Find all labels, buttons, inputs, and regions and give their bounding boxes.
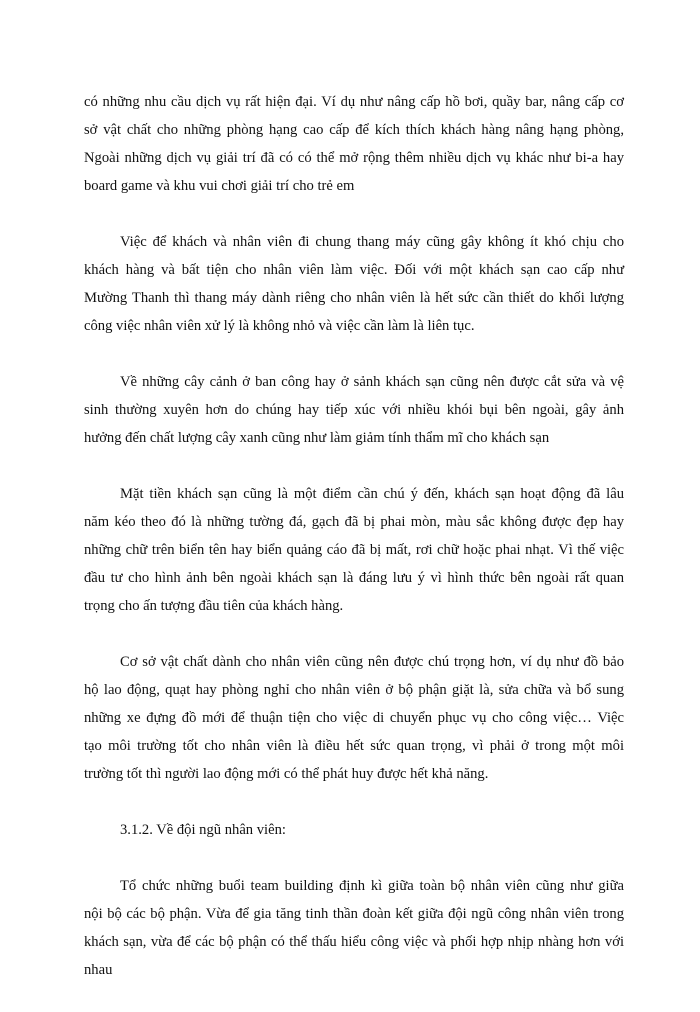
text-line: Việc để khách và nhân viên đi chung thang máy cũng gây không ít khó chịu cho (120, 234, 624, 250)
paragraph-plants (84, 368, 624, 452)
text-line: Ngoài những dịch vụ giải trí đã có có thể mở rộng thêm nhiều dịch vụ khác như bi-a hay (84, 150, 624, 166)
text-line: sở vật chất cho những phòng hạng cao cấp để kích thích khách hàng nâng hạng phòng, (84, 122, 624, 138)
text-line: công việc nhân viên xử lý là không nhỏ và việc cần làm là liên tục. (84, 318, 475, 334)
text-line: Tổ chức những buổi team building định kì giữa toàn bộ nhân viên cũng như giữa (120, 878, 624, 894)
text-line: đầu tư cho hình ảnh bên ngoài khách sạn là đáng lưu ý vì hình thức bên ngoài rất quan (84, 570, 624, 586)
text-line: nhau (84, 962, 113, 978)
text-line: có những nhu cầu dịch vụ rất hiện đại. Ví dụ như nâng cấp hồ bơi, quầy bar, nâng cấp cơ (84, 94, 624, 110)
paragraph-services (84, 88, 624, 200)
text-line: Về những cây cảnh ở ban công hay ở sảnh khách sạn cũng nên được cắt sửa và vệ (120, 374, 624, 390)
text-line: nội bộ các bộ phận. Vừa để gia tăng tinh thần đoàn kết giữa đội ngũ công nhân viên trong (84, 906, 624, 922)
document-body (84, 88, 624, 1012)
paragraph-facade (84, 480, 624, 620)
paragraph-elevator (84, 228, 624, 340)
text-line: trọng cho ấn tượng đầu tiên của khách hàng. (84, 598, 344, 614)
paragraph-team-building (84, 872, 624, 984)
text-line: trường tốt thì người lao động mới có thể phát huy được hết khả năng. (84, 766, 489, 782)
text-line: hộ lao động, quạt hay phòng nghỉ cho nhân viên ở bộ phận giặt là, sửa chữa và bổ sung (84, 682, 624, 698)
text-line: Mường Thanh thì thang máy dành riêng cho nhân viên là hết sức cần thiết do khối lượng (84, 290, 624, 306)
text-line: sinh thường xuyên hơn do chúng hay tiếp xúc với nhiều khói bụi bên ngoài, gây ảnh (84, 402, 624, 418)
text-line: Cơ sở vật chất dành cho nhân viên cũng nên được chú trọng hơn, ví dụ như đồ bảo (120, 654, 624, 670)
text-line: những xe đựng đồ mới để thuận tiện cho việc di chuyển phục vụ cho công việc… Việc (84, 710, 624, 726)
text-line: hưởng đến chất lượng cây xanh cũng như làm giảm tính thẩm mĩ cho khách sạn (84, 430, 550, 446)
text-line: khách hàng và bất tiện cho nhân viên làm việc. Đối với một khách sạn cao cấp như (84, 262, 624, 278)
text-line: những chữ trên biển tên hay biển quảng cáo đã bị mất, rơi chữ hoặc phai nhạt. Vì thế việc (84, 542, 624, 558)
text-line: board game và khu vui chơi giải trí cho trẻ em (84, 178, 355, 194)
paragraph-staff-facilities (84, 648, 624, 788)
text-line: năm kéo theo đó là những tường đá, gạch đã bị phai mòn, màu sắc không được đẹp hay (84, 514, 624, 530)
text-line: Mặt tiền khách sạn cũng là một điểm cần chú ý đến, khách sạn hoạt động đã lâu (120, 486, 624, 502)
section-heading (84, 816, 624, 844)
text-line: khách sạn, vừa để các bộ phận có thể thấu hiểu công việc và phối hợp nhịp nhàng hơn với (84, 934, 624, 950)
section-heading-text: 3.1.2. Về đội ngũ nhân viên: (120, 822, 286, 838)
text-line: tạo môi trường tốt cho nhân viên là điều hết sức quan trọng, vì phải ở trong một môi (84, 738, 624, 754)
